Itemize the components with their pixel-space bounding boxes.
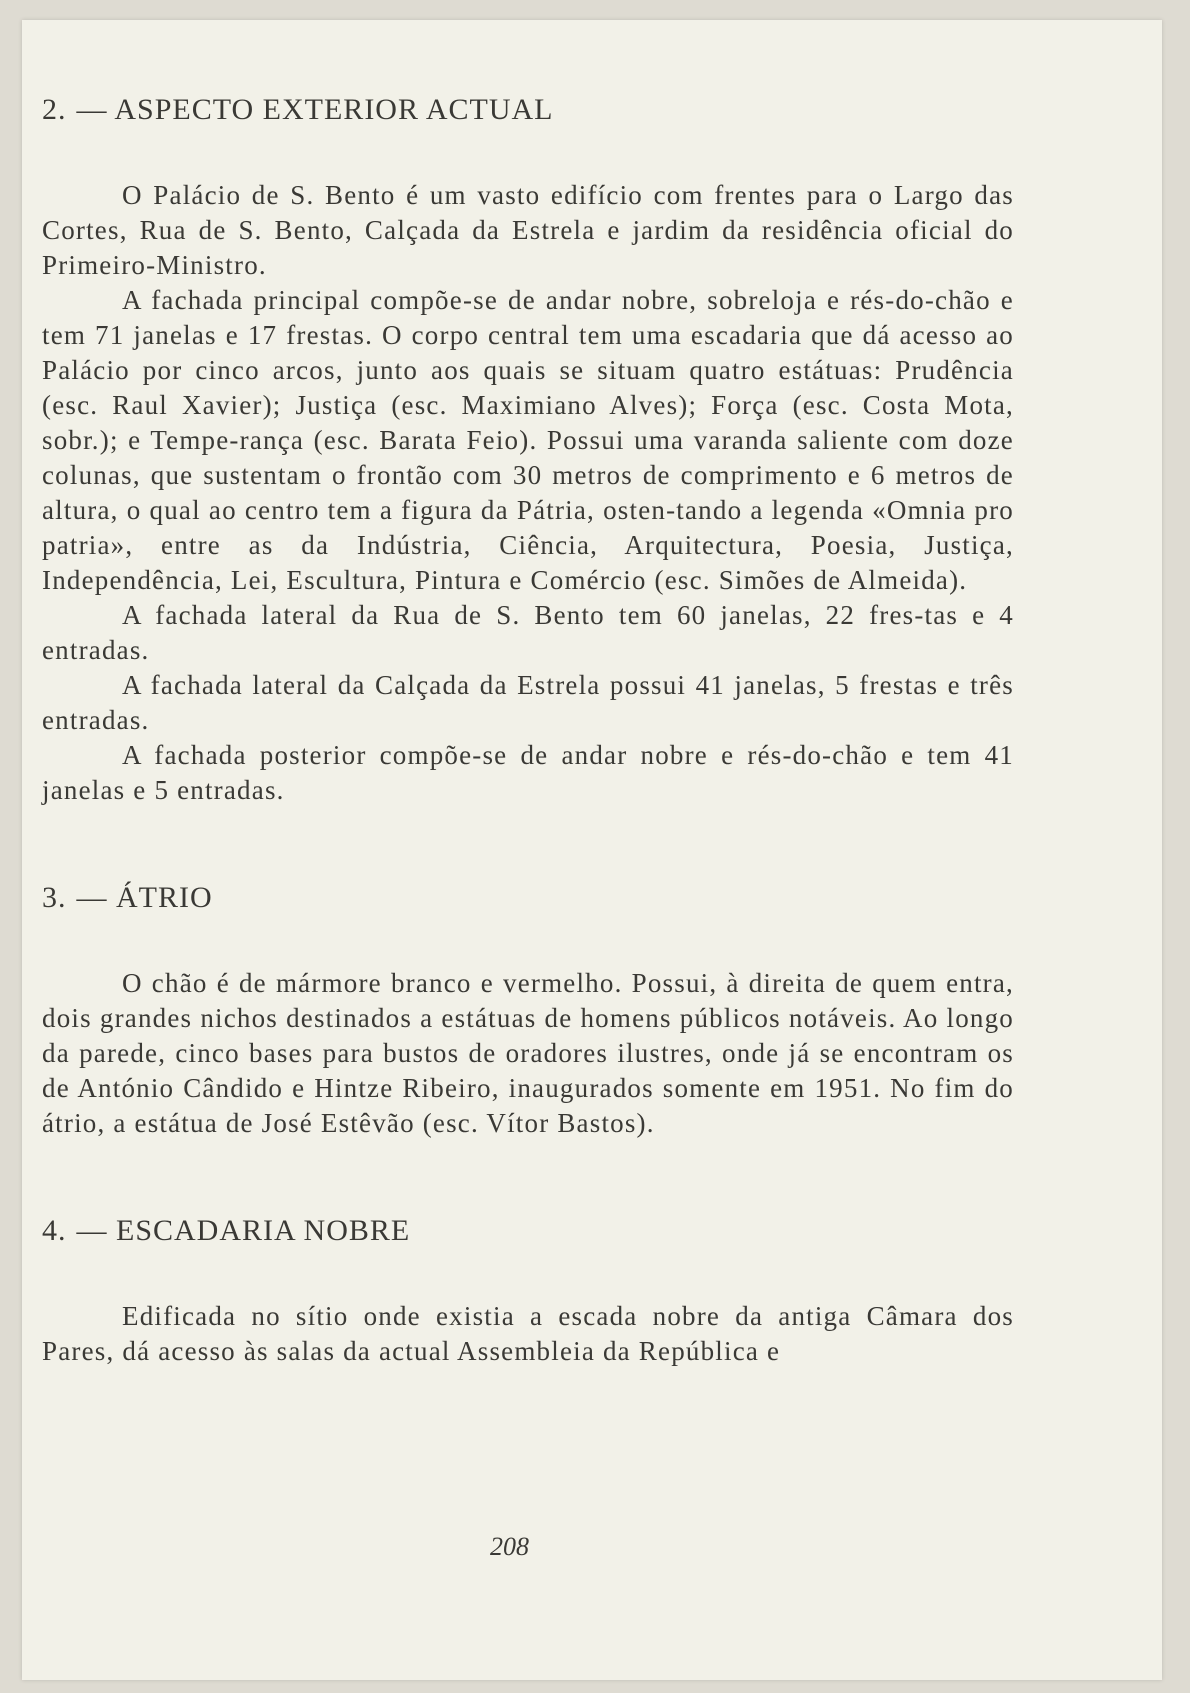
paragraph: A fachada principal compõe-se de andar nobre, sobreloja e rés-do-chão e tem 71 janelas e 17 frestas. O corpo central tem uma escadaria que dá acesso ao Palácio por cinco arcos, junto aos quais se situam quatro estátuas: Prudência (esc. Raul Xavier); Justiça (esc. Maximiano Alves); Força (esc. Costa Mota, sobr.); e Tempe-rança (esc. Barata Feio). Possui uma varanda saliente com doze colunas, que sustentam o frontão com 30 metros de comprimento e 6 metros de altura, o qual ao centro tem a figura da Pátria, osten-tando a legenda «Omnia pro patria», entre as da Indústria, Ciência, Arquitectura, Poesia, Justiça, Independência, Lei, Escultura, Pintura e Comércio (esc. Simões de Almeida). xyxy=(42,285,1014,595)
page-content xyxy=(42,90,1014,1439)
paragraph: O Palácio de S. Bento é um vasto edifício com frentes para o Largo das Cortes, Rua de S. Bento, Calçada da Estrela e jardim da residência oficial do Primeiro-Ministro. xyxy=(42,180,1014,280)
section-escadaria-nobre xyxy=(42,1211,1014,1369)
paragraph: A fachada lateral da Rua de S. Bento tem 60 janelas, 22 fres-tas e 4 entradas. xyxy=(42,600,1014,665)
document-page xyxy=(22,20,1162,1680)
paragraph: Edificada no sítio onde existia a escada nobre da antiga Câmara dos Pares, dá acesso às salas da actual Assembleia da República e xyxy=(42,1301,1014,1366)
paragraph: A fachada posterior compõe-se de andar nobre e rés-do-chão e tem 41 janelas e 5 entradas. xyxy=(42,740,1014,805)
section-number: 3. xyxy=(42,881,67,914)
paragraph: A fachada lateral da Calçada da Estrela possui 41 janelas, 5 frestas e três entradas. xyxy=(42,670,1014,735)
section-heading xyxy=(42,878,1014,918)
section-heading xyxy=(42,90,1014,130)
section-number: 2. xyxy=(42,93,67,126)
page-number: 208 xyxy=(490,1532,529,1561)
section-title: — ÁTRIO xyxy=(76,881,213,914)
section-atrio xyxy=(42,878,1014,1141)
paragraph: O chão é de mármore branco e vermelho. Possui, à direita de quem entra, dois grandes nichos destinados a estátuas de homens públicos notáveis. Ao longo da parede, cinco bases para bustos de oradores ilustres, onde já se encontram os de António Cândido e Hintze Ribeiro, inaugurados somente em 1951. No fim do átrio, a estátua de José Estêvão (esc. Vítor Bastos). xyxy=(42,968,1014,1138)
section-aspecto-exterior xyxy=(42,90,1014,808)
section-title: — ASPECTO EXTERIOR ACTUAL xyxy=(76,93,554,126)
section-number: 4. xyxy=(42,1214,67,1247)
section-heading xyxy=(42,1211,1014,1251)
section-title: — ESCADARIA NOBRE xyxy=(76,1214,411,1247)
